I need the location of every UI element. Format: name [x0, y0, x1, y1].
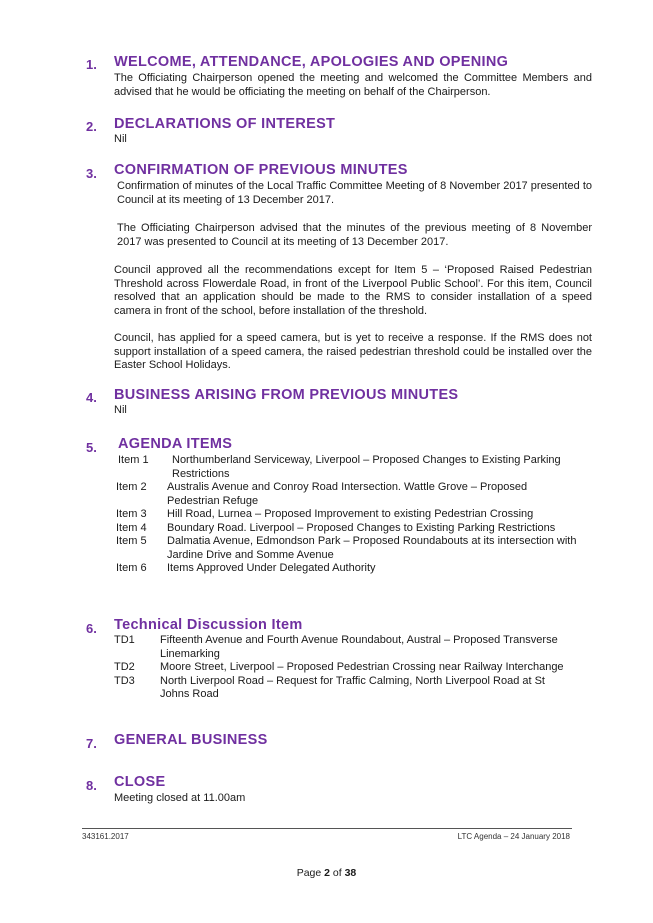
technical-items-list — [114, 634, 574, 702]
section-8-number: 8. — [86, 778, 97, 793]
section-4-heading: BUSINESS ARISING FROM PREVIOUS MINUTES — [114, 387, 459, 403]
section-2-heading: DECLARATIONS OF INTEREST — [114, 116, 336, 132]
page-number — [0, 867, 653, 879]
item-code: Item 5 — [116, 535, 147, 547]
section-3-paragraph-1: Confirmation of minutes of the Local Traffic Committee Meeting of 8 November 2017 presented to Council at its meeting of 13 December 2017. — [117, 180, 592, 206]
page-of: of — [330, 867, 345, 879]
footer-document-title: LTC Agenda – 24 January 2018 — [457, 832, 570, 841]
section-3-paragraph-4: Council, has applied for a speed camera, but is yet to receive a response. If the RMS does not support installation of a speed camera, the raised pedestrian threshold could be installed over the Easter School Holidays. — [114, 332, 592, 371]
section-1-number: 1. — [86, 57, 97, 72]
page-prefix: Page — [296, 867, 325, 879]
item-description: Items Approved Under Delegated Authority — [167, 562, 376, 574]
item-description: Moore Street, Liverpool – Proposed Pedestrian Crossing near Railway Interchange — [160, 661, 564, 673]
section-3-number: 3. — [86, 166, 97, 181]
section-8-body: Meeting closed at 11.00am — [114, 792, 246, 804]
item-description: Hill Road, Lurnea – Proposed Improvement to existing Pedestrian Crossing — [167, 508, 534, 520]
section-7-heading: GENERAL BUSINESS — [114, 732, 268, 748]
item-code: Item 4 — [116, 521, 147, 534]
item-code: TD1 — [114, 634, 135, 646]
page-current: 2 — [324, 867, 330, 879]
list-item — [114, 675, 574, 702]
item-code: Item 1 — [118, 454, 149, 466]
item-code: Item 2 — [116, 481, 147, 493]
section-3-paragraph-2: The Officiating Chairperson advised that the minutes of the previous meeting of 8 November 2017 was presented to Council at its meeting of 13 December 2017. — [117, 222, 592, 248]
item-description: Northumberland Serviceway, Liverpool – Proposed Changes to Existing Parking Restrictions — [172, 454, 561, 480]
list-item — [118, 508, 578, 522]
item-description: Dalmatia Avenue, Edmondson Park – Proposed Roundabouts at its intersection with Jardine Drive and Somme Avenue — [167, 535, 577, 561]
footer-document-number: 343161.2017 — [82, 832, 129, 841]
section-5-heading: AGENDA ITEMS — [118, 436, 233, 452]
list-item — [118, 522, 578, 536]
section-2-number: 2. — [86, 119, 97, 134]
item-code: TD3 — [114, 674, 135, 687]
item-code: TD2 — [114, 661, 135, 673]
section-2-body: Nil — [114, 133, 127, 145]
list-item — [118, 481, 578, 508]
section-6-number: 6. — [86, 621, 97, 636]
agenda-items-list — [118, 454, 578, 576]
section-6-heading: Technical Discussion Item — [114, 617, 303, 633]
item-description: Boundary Road. Liverpool – Proposed Changes to Existing Parking Restrictions — [167, 521, 556, 534]
item-description: Fifteenth Avenue and Fourth Avenue Roundabout, Austral – Proposed Transverse Linemarking — [160, 634, 558, 660]
section-1-heading: WELCOME, ATTENDANCE, APOLOGIES AND OPENING — [114, 54, 509, 70]
section-4-number: 4. — [86, 390, 97, 405]
list-item — [114, 661, 574, 675]
section-7-number: 7. — [86, 736, 97, 751]
list-item — [114, 634, 574, 661]
section-4-body: Nil — [114, 404, 127, 416]
section-1-body: The Officiating Chairperson opened the meeting and welcomed the Committee Members and advised that he would be officiating the meeting on behalf of the Chairperson. — [114, 72, 592, 98]
section-3-paragraph-3: Council approved all the recommendations except for Item 5 – ‘Proposed Raised Pedestrian Threshold across Flowerdale Road, in front of the Liverpool Public School’. For this item, Council resolved that an application should be made to the RMS to consider installation of a speed camera in front of the school, before installation of the threshold. — [114, 264, 592, 317]
list-item — [118, 562, 578, 576]
item-description: Australis Avenue and Conroy Road Intersection. Wattle Grove – Proposed Pedestrian Refuge — [167, 481, 528, 507]
section-3-heading: CONFIRMATION OF PREVIOUS MINUTES — [114, 162, 408, 178]
section-5-number: 5. — [86, 440, 97, 455]
list-item — [118, 535, 578, 562]
item-description: North Liverpool Road – Request for Traffic Calming, North Liverpool Road at St Johns Road — [160, 674, 545, 700]
footer-divider — [82, 828, 572, 829]
page-total: 38 — [344, 867, 357, 879]
section-8-heading: CLOSE — [114, 774, 166, 790]
item-code: Item 3 — [116, 508, 147, 520]
list-item — [118, 454, 578, 481]
item-code: Item 6 — [116, 562, 147, 574]
